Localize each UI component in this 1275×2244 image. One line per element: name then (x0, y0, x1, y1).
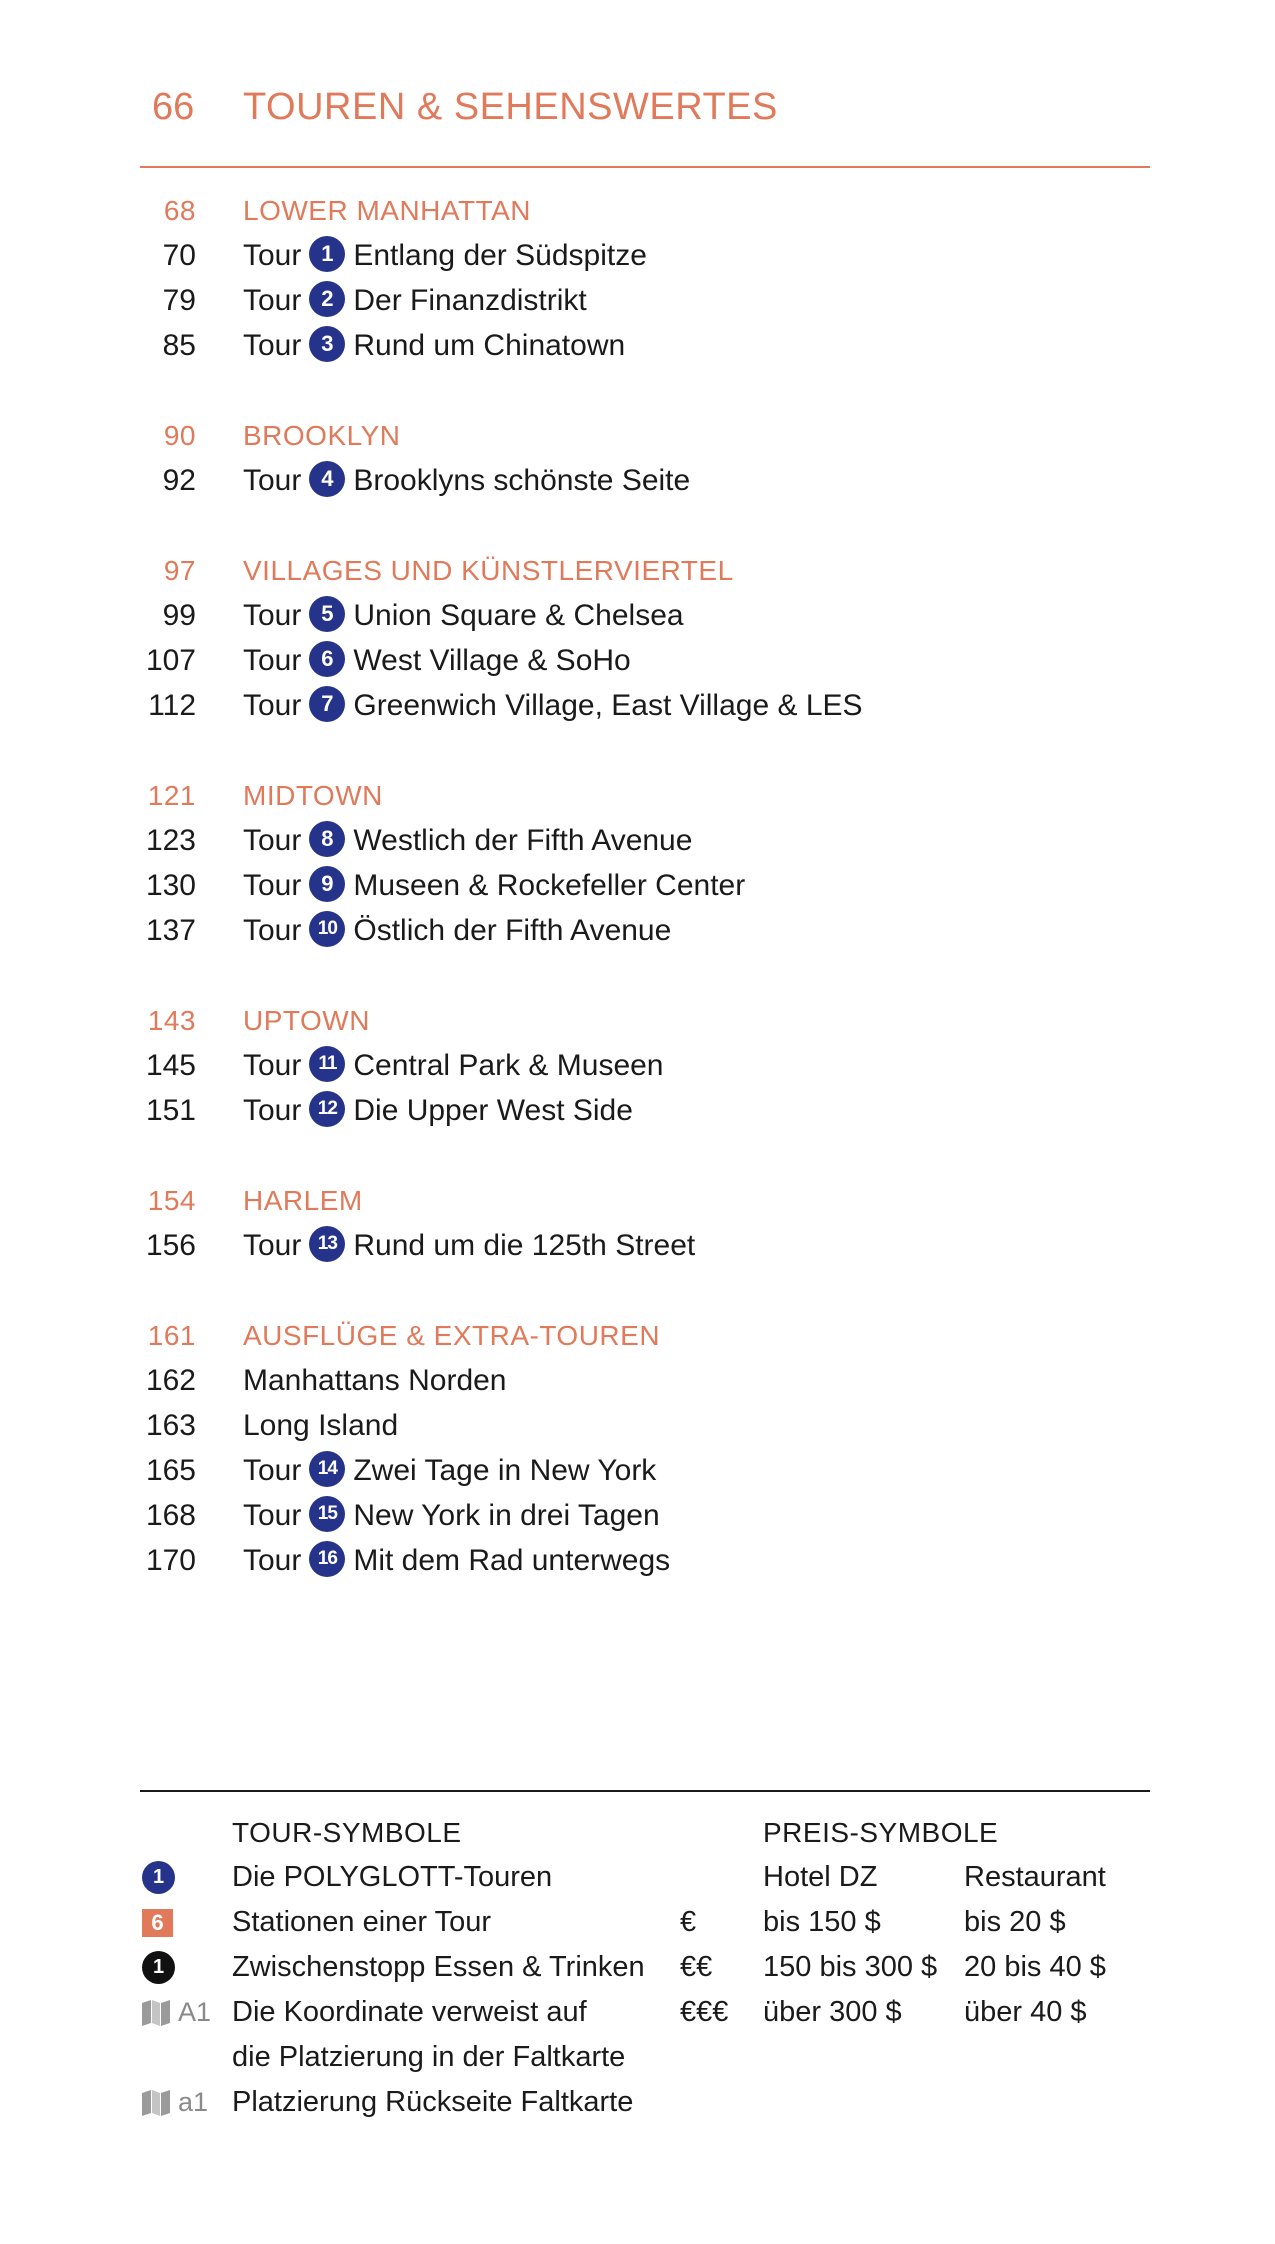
tour-word: Tour (243, 284, 302, 317)
entry-title: West Village & SoHo (353, 644, 631, 677)
toc-section (140, 1313, 1150, 1583)
entry-page-number: 151 (145, 1094, 196, 1127)
tour-number-badge: 13 (309, 1226, 345, 1262)
toc-entry (140, 818, 1150, 863)
toc-entry (140, 593, 1150, 638)
legend-tour-text: Die POLYGLOTT-Touren (232, 1861, 553, 1893)
section-page-number: 90 (163, 420, 196, 451)
entry-title: Entlang der Südspitze (353, 239, 647, 272)
tour-word: Tour (243, 869, 302, 902)
toc-entry (140, 863, 1150, 908)
section-title: MIDTOWN (243, 780, 383, 811)
entry-title: Manhattans Norden (243, 1364, 507, 1397)
tour-number-badge: 2 (309, 281, 345, 317)
price-symbols-heading: PREIS-SYMBOLE (763, 1817, 999, 1848)
entry-page-number: 130 (145, 869, 196, 902)
tour-number-badge: 14 (309, 1451, 345, 1487)
price-hotel: über 300 $ (763, 1996, 902, 2028)
tour-word: Tour (243, 464, 302, 497)
entry-page-number: 79 (162, 284, 196, 317)
entry-page-number: 168 (145, 1499, 196, 1532)
entry-title: Mit dem Rad unterwegs (353, 1544, 671, 1577)
section-title: VILLAGES UND KÜNSTLERVIERTEL (243, 555, 734, 586)
back-coordinate-label: a1 (178, 2087, 209, 2117)
section-page-number: 121 (147, 780, 196, 811)
toc-entry (140, 278, 1150, 323)
toc-entry (140, 323, 1150, 368)
coordinate-label: A1 (178, 1997, 212, 2027)
toc-entry (140, 1088, 1150, 1133)
entry-page-number: 137 (145, 914, 196, 947)
toc-entry (140, 1043, 1150, 1088)
price-restaurant: 20 bis 40 $ (964, 1951, 1106, 1983)
entry-page-number: 99 (162, 599, 196, 632)
tour-word: Tour (243, 1094, 302, 1127)
tour-word: Tour (243, 1229, 302, 1262)
tour-word: Tour (243, 644, 302, 677)
entry-page-number: 170 (145, 1544, 196, 1577)
entry-page-number: 70 (162, 239, 196, 272)
chapter-header (140, 86, 1150, 168)
tour-number-badge: 10 (309, 911, 345, 947)
folded-map-icon (142, 2090, 170, 2116)
price-col-hotel: Hotel DZ (763, 1861, 878, 1893)
section-heading (140, 1178, 1150, 1223)
section-heading (140, 188, 1150, 233)
food-stop-badge-icon: 1 (142, 1951, 175, 1984)
entry-title: Museen & Rockefeller Center (353, 869, 746, 902)
entry-title: Union Square & Chelsea (353, 599, 684, 632)
entry-page-number: 107 (145, 644, 196, 677)
entry-title: Der Finanzdistrikt (353, 284, 587, 317)
tour-number-badge: 1 (309, 236, 345, 272)
section-page-number: 68 (163, 195, 196, 226)
entry-page-number: 92 (162, 464, 196, 497)
price-restaurant: bis 20 $ (964, 1906, 1066, 1938)
section-title: LOWER MANHATTAN (243, 195, 532, 226)
section-heading (140, 773, 1150, 818)
toc-section (140, 998, 1150, 1133)
section-page-number: 97 (163, 555, 196, 586)
chapter-page-number: 66 (152, 86, 195, 128)
legend-stop-text: Zwischenstopp Essen & Trinken (232, 1951, 645, 1983)
section-heading (140, 548, 1150, 593)
toc-section (140, 413, 1150, 503)
toc-entry (140, 1358, 1150, 1403)
entry-title: Greenwich Village, East Village & LES (353, 689, 863, 722)
toc-entry (140, 1223, 1150, 1268)
toc-entry (140, 1493, 1150, 1538)
station-badge-icon: 6 (142, 1909, 173, 1937)
tour-word: Tour (243, 1499, 302, 1532)
toc-section (140, 188, 1150, 368)
tour-number-badge: 15 (309, 1496, 345, 1532)
tour-number-badge: 5 (309, 596, 345, 632)
legend (140, 1790, 1150, 2142)
section-page-number: 161 (147, 1320, 196, 1351)
tour-word: Tour (243, 1454, 302, 1487)
toc-entry (140, 1538, 1150, 1583)
tour-number-badge: 3 (309, 326, 345, 362)
price-col-restaurant: Restaurant (964, 1861, 1106, 1893)
tour-number-badge: 12 (309, 1091, 345, 1127)
tour-word: Tour (243, 599, 302, 632)
section-title: UPTOWN (243, 1005, 370, 1036)
toc-entry (140, 458, 1150, 503)
entry-title: Die Upper West Side (353, 1094, 633, 1127)
legend-back-text: Platzierung Rückseite Faltkarte (232, 2086, 634, 2118)
tour-number-badge: 11 (309, 1046, 345, 1082)
tour-number-badge: 4 (309, 461, 345, 497)
section-heading (140, 998, 1150, 1043)
entry-page-number: 163 (145, 1409, 196, 1442)
entry-page-number: 165 (145, 1454, 196, 1487)
entry-page-number: 85 (162, 329, 196, 362)
section-page-number: 154 (147, 1185, 196, 1216)
entry-title: Zwei Tage in New York (353, 1454, 657, 1487)
price-hotel: 150 bis 300 $ (763, 1951, 938, 1983)
toc-entry (140, 233, 1150, 278)
toc-entry (140, 683, 1150, 728)
table-of-contents (140, 188, 1150, 1628)
entry-title: Östlich der Fifth Avenue (353, 914, 672, 947)
chapter-title: TOUREN & SEHENSWERTES (243, 86, 778, 128)
section-title: HARLEM (243, 1185, 363, 1216)
entry-title: Long Island (243, 1409, 399, 1442)
entry-page-number: 162 (145, 1364, 196, 1397)
tour-symbols-heading: TOUR-SYMBOLE (232, 1817, 462, 1848)
folded-map-icon (142, 2000, 170, 2026)
tour-number-badge: 6 (309, 641, 345, 677)
toc-entry (140, 638, 1150, 683)
tour-number-badge: 7 (309, 686, 345, 722)
price-symbol: €€ (680, 1951, 713, 1983)
entry-page-number: 145 (145, 1049, 196, 1082)
tour-number-badge: 8 (309, 821, 345, 857)
tour-word: Tour (243, 1049, 302, 1082)
tour-number-badge: 9 (309, 866, 345, 902)
section-title: BROOKLYN (243, 420, 401, 451)
section-page-number: 143 (147, 1005, 196, 1036)
tour-word: Tour (243, 329, 302, 362)
toc-section (140, 1178, 1150, 1268)
entry-title: Central Park & Museen (353, 1049, 664, 1082)
price-symbol: €€€ (680, 1996, 729, 2028)
entry-title: Brooklyns schönste Seite (353, 464, 691, 497)
section-heading (140, 1313, 1150, 1358)
entry-page-number: 156 (145, 1229, 196, 1262)
price-restaurant: über 40 $ (964, 1996, 1087, 2028)
toc-entry (140, 908, 1150, 953)
toc-section (140, 773, 1150, 953)
tour-number-badge: 16 (309, 1541, 345, 1577)
entry-title: Rund um Chinatown (353, 329, 626, 362)
toc-section (140, 548, 1150, 728)
price-symbol: € (680, 1906, 697, 1938)
section-title: AUSFLÜGE & EXTRA-TOUREN (243, 1320, 661, 1351)
entry-title: Westlich der Fifth Avenue (353, 824, 693, 857)
tour-badge-icon: 1 (142, 1861, 175, 1894)
section-heading (140, 413, 1150, 458)
legend-coordinate-text-2: die Platzierung in der Faltkarte (232, 2041, 626, 2073)
tour-word: Tour (243, 239, 302, 272)
legend-coordinate-text-1: Die Koordinate verweist auf (232, 1996, 587, 2028)
toc-entry (140, 1403, 1150, 1448)
tour-word: Tour (243, 914, 302, 947)
tour-word: Tour (243, 1544, 302, 1577)
tour-word: Tour (243, 689, 302, 722)
toc-entry (140, 1448, 1150, 1493)
entry-page-number: 123 (145, 824, 196, 857)
price-hotel: bis 150 $ (763, 1906, 881, 1938)
entry-title: Rund um die 125th Street (353, 1229, 696, 1262)
legend-station-text: Stationen einer Tour (232, 1906, 492, 1938)
tour-word: Tour (243, 824, 302, 857)
entry-title: New York in drei Tagen (353, 1499, 660, 1532)
entry-page-number: 112 (148, 689, 196, 722)
